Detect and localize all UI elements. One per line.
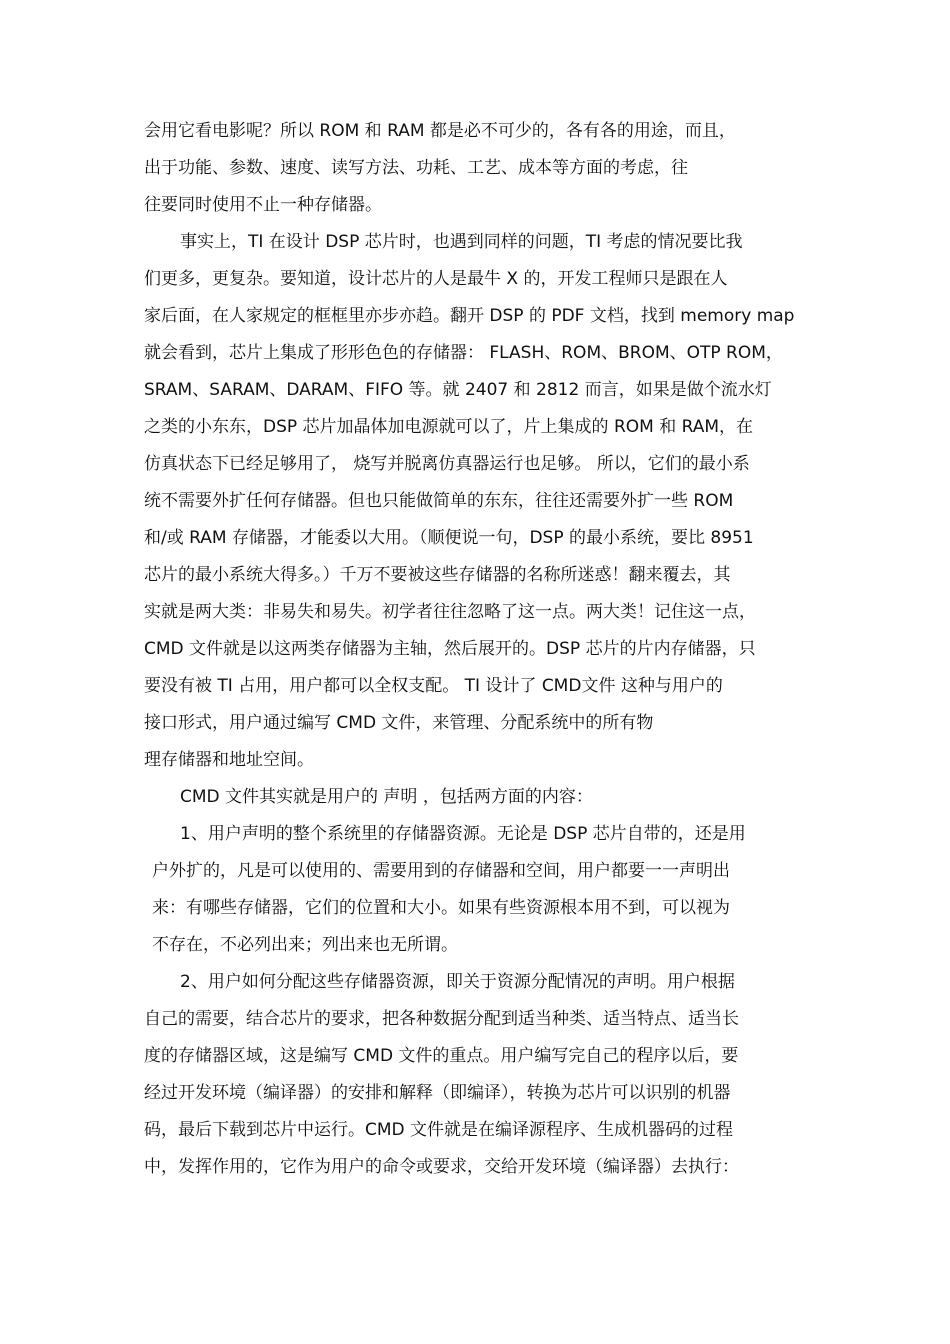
text-line: CMD 文件就是以这两类存储器为主轴，然后展开的。DSP 芯片的片内存储器，只 <box>144 639 756 659</box>
text-line: SRAM、SARAM、DARAM、FIFO 等。就 2407 和 2812 而言，如果是做个流水灯 <box>144 380 772 400</box>
text-line: 2、用户如何分配这些存储器资源，即关于资源分配情况的声明。用户根据 <box>180 972 735 992</box>
text-line: 度的存储器区域，这是编写 CMD 文件的重点。用户编写完自己的程序以后，要 <box>144 1046 739 1066</box>
text-line: 经过开发环境（编译器）的安排和解释（即编译），转换为芯片可以识别的机器 <box>144 1083 731 1103</box>
text-line: 家后面，在人家规定的框框里亦步亦趋。翻开 DSP 的 PDF 文档，找到 memory map <box>144 306 795 326</box>
text-line: 码，最后下载到芯片中运行。CMD 文件就是在编译源程序、生成机器码的过程 <box>144 1120 734 1140</box>
text-line: 仿真状态下已经足够用了， 烧写并脱离仿真器运行也足够。 所以，它们的最小系 <box>144 454 750 474</box>
text-line: 来：有哪些存储器，它们的位置和大小。如果有些资源根本用不到，可以视为 <box>152 898 730 918</box>
text-line: 们更多，更复杂。要知道，设计芯片的人是最牛 X 的，开发工程师只是跟在人 <box>144 269 728 289</box>
text-line: 往要同时使用不止一种存储器。 <box>144 195 382 215</box>
text-line: 中，发挥作用的，它作为用户的命令或要求，交给开发环境（编译器）去执行： <box>144 1157 739 1177</box>
text-line: 会用它看电影呢？所以 ROM 和 RAM 都是必不可少的，各有各的用途，而且， <box>144 121 736 141</box>
text-line: 户外扩的，凡是可以使用的、需要用到的存储器和空间，用户都要一一声明出 <box>152 861 730 881</box>
text-line: 理存储器和地址空间。 <box>144 750 314 770</box>
text-line: 就会看到，芯片上集成了形形色色的存储器： FLASH、ROM、BROM、OTP ROM， <box>144 343 783 363</box>
text-line: 自己的需要，结合芯片的要求，把各种数据分配到适当种类、适当特点、适当长 <box>144 1009 739 1029</box>
text-line: 芯片的最小系统大得多。）千万不要被这些存储器的名称所迷惑！翻来覆去，其 <box>144 565 731 585</box>
text-line: 统不需要外扩任何存储器。但也只能做简单的东东，往往还需要外扩一些 ROM <box>144 491 734 511</box>
text-line: 之类的小东东，DSP 芯片加晶体加电源就可以了，片上集成的 ROM 和 RAM，在 <box>144 417 754 437</box>
text-line: 和/或 RAM 存储器，才能委以大用。（顺便说一句，DSP 的最小系统，要比 8951 <box>144 528 754 548</box>
text-line: 接口形式，用户通过编写 CMD 文件，来管理、分配系统中的所有物 <box>144 713 654 733</box>
text-line: 出于功能、参数、速度、读写方法、功耗、工艺、成本等方面的考虑，往 <box>144 158 688 178</box>
text-line: 实就是两大类：非易失和易失。初学者往往忽略了这一点。两大类！记住这一点， <box>144 602 756 622</box>
text-line: 事实上，TI 在设计 DSP 芯片时，也遇到同样的问题，TI 考虑的情况要比我 <box>180 232 743 252</box>
text-line: 不存在，不必列出来；列出来也无所谓。 <box>152 935 458 955</box>
text-line: 要没有被 TI 占用，用户都可以全权支配。 TI 设计了 CMD文件 这种与用户的 <box>144 676 723 696</box>
text-line: 1、用户声明的整个系统里的存储器资源。无论是 DSP 芯片自带的，还是用 <box>180 824 746 844</box>
text-line: CMD 文件其实就是用户的 声明 ，包括两方面的内容： <box>180 787 593 807</box>
